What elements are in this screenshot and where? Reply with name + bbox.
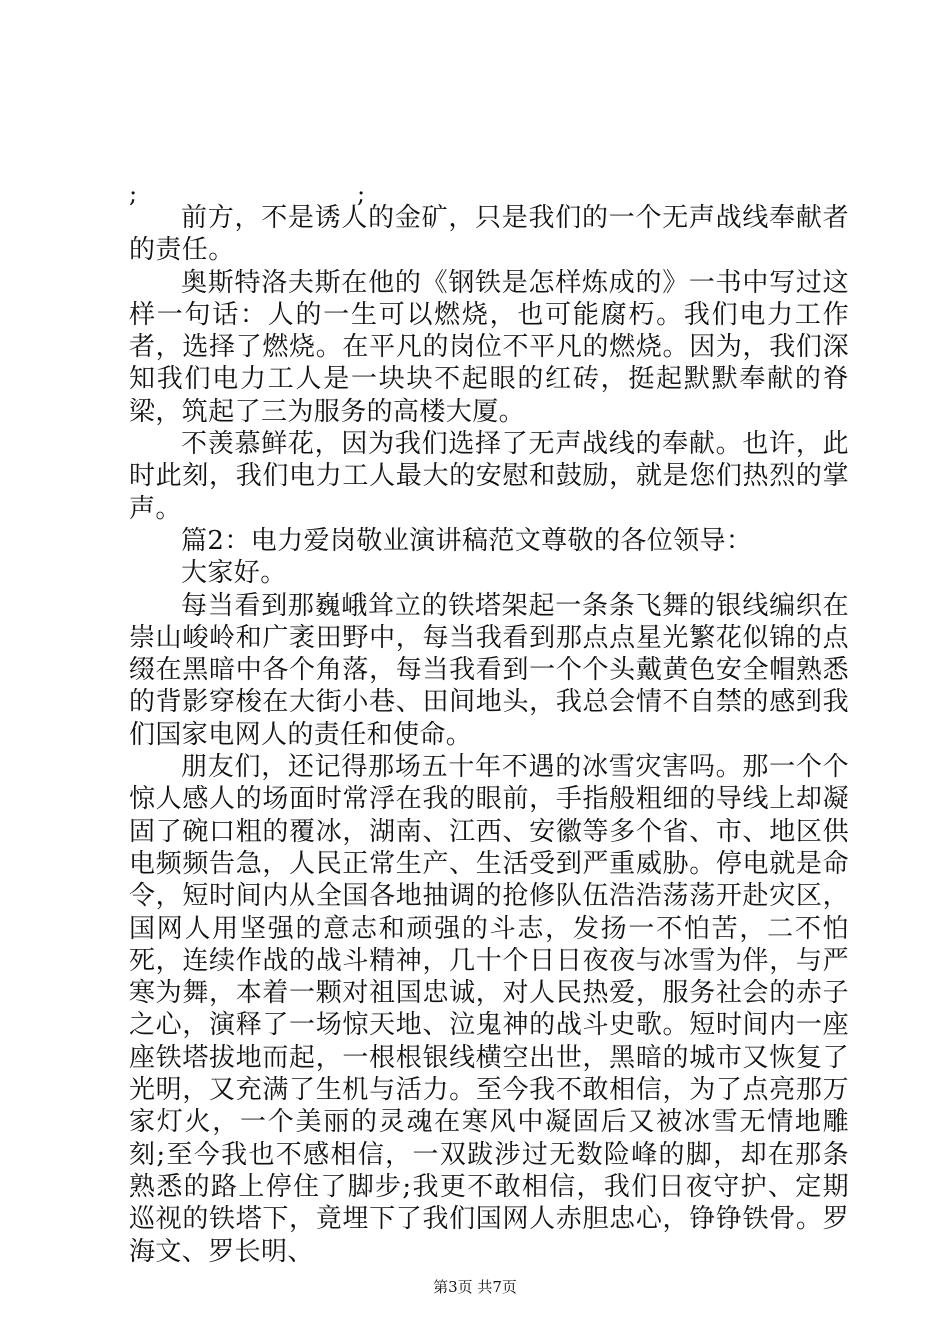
page-number-label: 第3页 共7页 [433,1278,517,1296]
paragraph: 不羡慕鲜花，因为我们选择了无声战线的奉献。也许，此时此刻，我们电力工人最大的安慰和鼓励，就是您们热烈的掌声。 [129,429,849,524]
left-semicolon: ; [129,180,138,208]
paragraph: 每当看到那巍峨耸立的铁塔架起一条条飞舞的银线编织在崇山峻岭和广袤田野中，每当我看到那点点星光繁花似锦的点缀在黑暗中各个角落，每当我看到一个个头戴黄色安全帽熟悉的背影穿梭在大街小巷、田间地头，我总会情不自禁的感到我们国家电网人的责任和使命。 [129,590,849,750]
paragraph: 前方，不是诱人的金矿，只是我们的一个无声战线奉献者的责任。 [129,203,849,266]
page-footer [0,1276,950,1297]
document-body [129,202,849,1268]
section-heading: 篇2：电力爱岗敬业演讲稿范文尊敬的各位领导： [181,525,753,556]
paragraph: 奥斯特洛夫斯在他的《钢铁是怎样炼成的》一书中写过这样一句话：人的一生可以燃烧，也可能腐朽。我们电力工作者，选择了燃烧。在平凡的岗位不平凡的燃烧。因为，我们深知我们电力工人是一块块不起眼的红砖，挺起默默奉献的脊梁，筑起了三为服务的高楼大厦。 [129,267,849,427]
paragraph: 朋友们，还记得那场五十年不遇的冰雪灾害吗。那一个个惊人感人的场面时常浮在我的眼前，手指般粗细的导线上却凝固了碗口粗的覆冰，湖南、江西、安徽等多个省、市、地区供电频频告急，人民正常生产、生活受到严重威胁。停电就是命令，短时间内从全国各地抽调的抢修队伍浩浩荡荡开赴灾区，国网人用坚强的意志和顽强的斗志，发扬一不怕苦，二不怕死，连续作战的战斗精神，几十个日日夜夜与冰雪为伴，与严寒为舞，本着一颗对祖国忠诚，对人民热爱，服务社会的赤子之心，演释了一场惊天地、泣鬼神的战斗史歌。短时间内一座座铁塔拔地而起，一根根银线横空出世，黑暗的城市又恢复了光明，又充满了生机与活力。至今我不敢相信，为了点亮那万家灯火，一个美丽的灵魂在寒风中凝固后又被冰雪无情地雕刻;至今我也不感相信，一双跋涉过无数险峰的脚，却在那条熟悉的路上停住了脚步;我更不敢相信，我们日夜守护、定期巡视的铁塔下，竟埋下了我们国网人赤胆忠心，铮铮铁骨。罗海文、罗长明、 [129,752,849,1267]
greeting: 大家好。 [181,558,287,589]
right-semicolon: ; [357,180,366,208]
